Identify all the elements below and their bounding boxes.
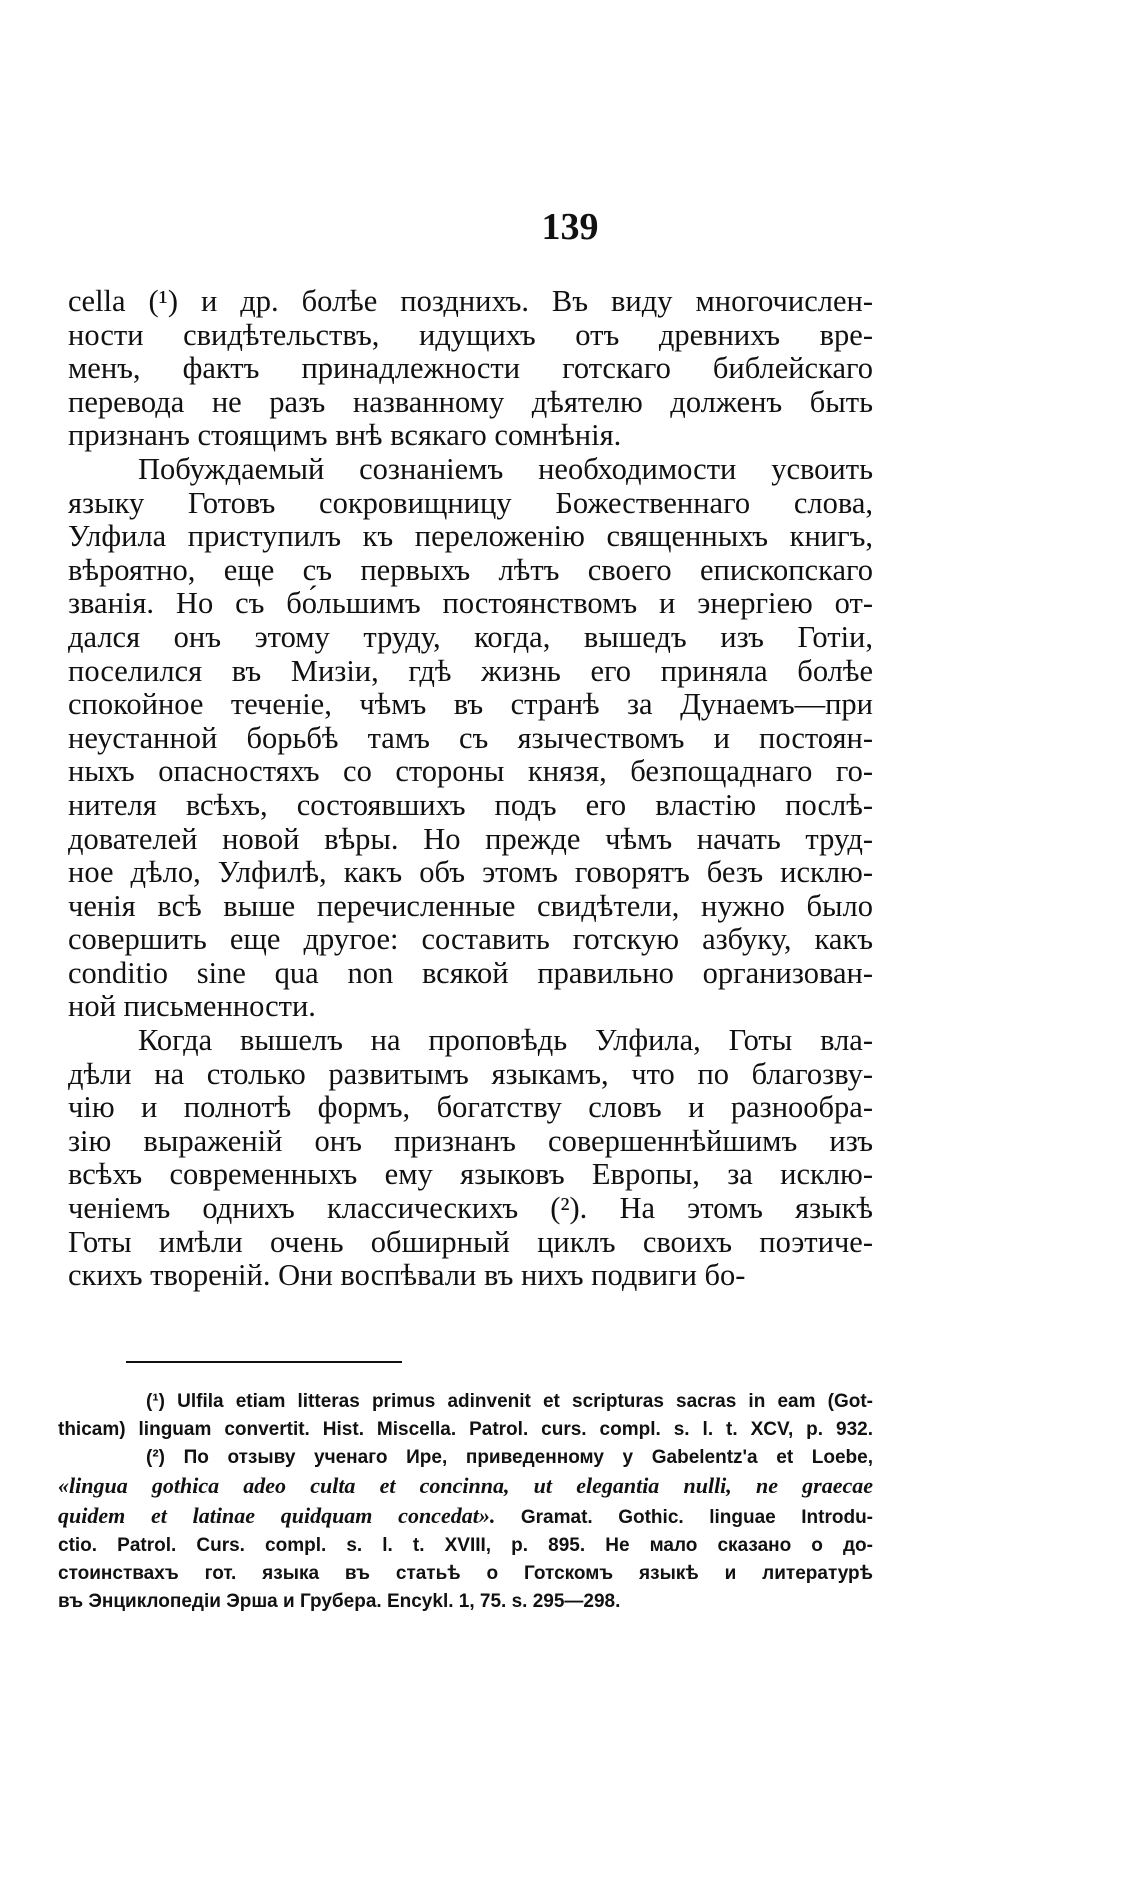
text-line: Побуждаемый сознаніемъ необходимости усвоить [138,451,873,486]
text-line: неустанной борьбѣ тамъ съ язычествомъ и постоян- [68,720,873,755]
text-line: языку Готовъ сокровищницу Божественнаго слова, [68,485,873,520]
text-line: спокойное теченіе, чѣмъ въ странѣ за Дунаемъ—при [68,687,873,722]
text-line: ченія всѣ выше перечисленные свидѣтели, нужно было [68,888,873,923]
footnote-quote: quidem et latinae quidquam concedat». [58,1503,496,1528]
text-line: Готы имѣли очень обширный циклъ своихъ поэтиче- [68,1224,873,1259]
text-line: дался онъ этому труду, когда, вышедъ изъ Готіи, [68,619,873,654]
footnotes [58,1388,873,1616]
text-line: conditio sine qua non всякой правильно организован- [68,955,873,990]
text-line: зію выраженій онъ признанъ совершеннѣйшимъ изъ [68,1123,873,1158]
footnote-line [58,1472,873,1502]
footnote-line: (²) По отзыву ученаго Ире, приведенному у Gabelentz'a et Loebe, [146,1447,873,1468]
text-line: Улфила приступилъ къ переложенію священныхъ книгъ, [68,519,873,554]
text-line: Когда вышелъ на проповѣдь Улфила, Готы вла- [138,1023,873,1058]
text-line: вѣроятно, еще съ первыхъ лѣтъ своего епископскаго [68,552,873,587]
text-line: cella (¹) и др. болѣе позднихъ. Въ виду многочислен- [68,284,873,318]
text-line: чію и полнотѣ формъ, богатству словъ и разнообра- [68,1090,873,1125]
paragraph [68,285,873,453]
text-line: званія. Но съ бо́льшимъ постоянствомъ и энергіею от- [68,586,873,621]
footnote-line [58,1502,873,1532]
text-line: перевода не разъ названному дѣятелю долженъ быть [68,384,873,419]
text-line: ное дѣло, Улфилѣ, какъ объ этомъ говорятъ безъ исклю- [68,855,873,890]
text-line: менъ, фактъ принадлежности готскаго библейскаго [68,351,873,386]
text-line: скихъ твореній. Они воспѣвали въ нихъ подвиги бо- [68,1258,746,1293]
text-line: всѣхъ современныхъ ему языковъ Европы, за исклю- [68,1157,873,1192]
body-text [68,285,873,1293]
text-line: совершить еще другое: составить готскую азбуку, какъ [68,922,873,957]
text-line: признанъ стоящимъ внѣ всякаго сомнѣнія. [68,418,622,453]
footnote-line: стоинствахъ гот. языка въ статьѣ о Готскомъ языкѣ и литературѣ [58,1563,873,1584]
text-line: дователей новой вѣры. Но прежде чѣмъ начать труд- [68,821,873,856]
text-line: поселился въ Мизіи, гдѣ жизнь его приняла болѣе [68,653,873,688]
text-line: ныхъ опасностяхъ со стороны князя, безпощаднаго го- [68,754,873,789]
footnote-quote: «lingua gothica adeo culta et concinna, ut elegantia nulli, ne graecae [58,1473,873,1498]
footnote-line: ctio. Patrol. Curs. compl. s. l. t. XVIII, p. 895. Не мало сказано о до- [58,1535,873,1556]
footnote-line: thicam) linguam convertit. Hist. Miscella. Patrol. curs. compl. s. l. t. XCV, p. 932. [58,1419,873,1440]
footnote-divider [126,1361,402,1363]
paragraph [68,453,873,1024]
text-line: ности свидѣтельствъ, идущихъ отъ древнихъ вре- [68,317,873,352]
page-number: 139 [541,206,599,248]
text-line: дѣли на столько развитымъ языкамъ, что по благозву- [68,1056,873,1091]
text-line: ченіемъ однихъ классическихъ (²). На этомъ языкѣ [68,1191,873,1226]
footnote-line: (¹) Ulfila etiam litteras primus adinvenit et scripturas sacras in eam (Got- [146,1391,873,1412]
paragraph [68,1024,873,1293]
text-line: нителя всѣхъ, состоявшихъ подъ его властію послѣ- [68,787,873,822]
footnote-text: Gramat. Gothic. linguae Introdu- [495,1507,873,1528]
text-line: ной письменности. [68,989,316,1024]
footnote-line: въ Энциклопедіи Эрша и Грубера. Encykl. 1, 75. s. 295—298. [58,1591,621,1612]
